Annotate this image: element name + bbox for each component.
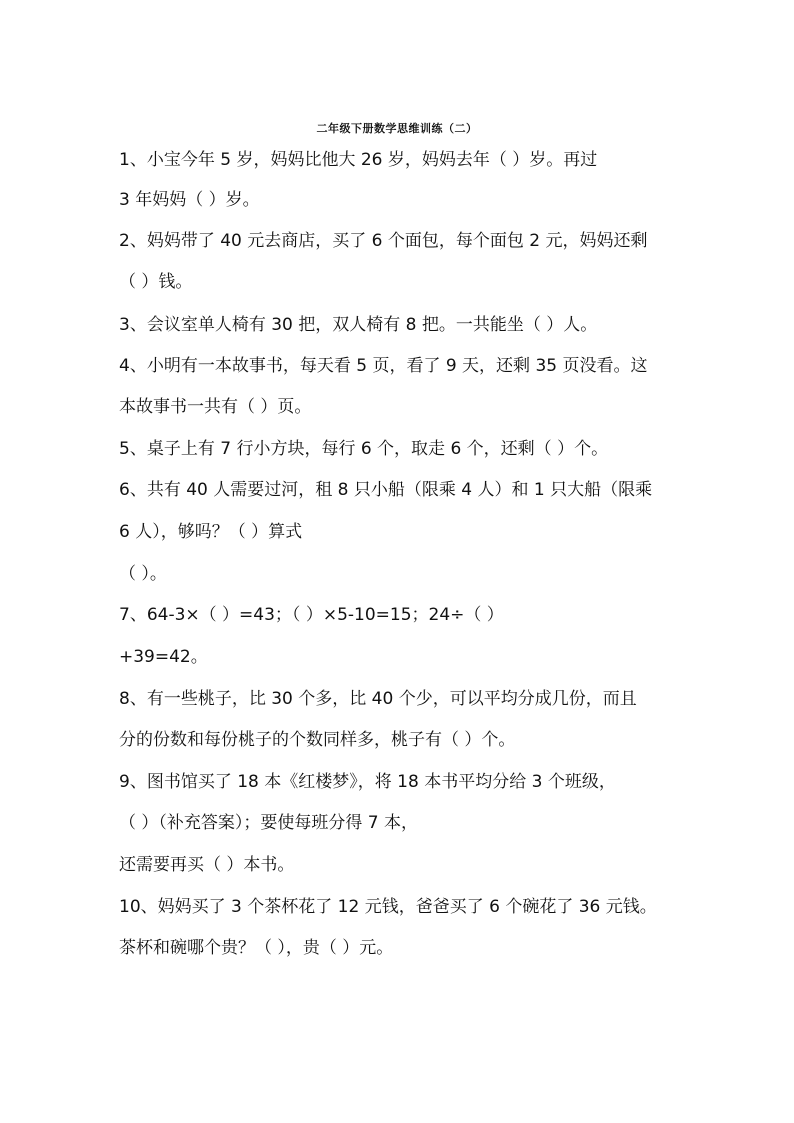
question-4-line-1: 4、小明有一本故事书，每天看 5 页，看了 9 天，还剩 35 页没看。这	[119, 356, 648, 376]
question-7-line-1: 7、64-3×（ ）=43；（ ）×5-10=15；24÷（ ）	[119, 605, 504, 625]
question-10-line-1: 10、妈妈买了 3 个茶杯花了 12 元钱，爸爸买了 6 个碗花了 36 元钱。	[119, 897, 657, 917]
question-2-line-2: （ ）钱。	[119, 272, 193, 292]
question-9-line-2: （ ）（补充答案）；要使每班分得 7 本，	[119, 813, 419, 833]
question-4-line-2: 本故事书一共有（ ）页。	[119, 397, 312, 417]
question-1-line-2: 3 年妈妈（ ）岁。	[119, 190, 260, 210]
question-6-line-2: 6 人），够吗？（ ）算式	[119, 522, 303, 542]
worksheet-title: 二年级下册数学思维训练（二）	[316, 122, 478, 135]
question-10-line-2: 茶杯和碗哪个贵？（ ），贵（ ）元。	[119, 938, 394, 958]
question-8-line-1: 8、有一些桃子，比 30 个多，比 40 个少，可以平均分成几份，而且	[119, 689, 637, 709]
question-7-line-2: +39=42。	[119, 647, 208, 667]
question-9-line-1: 9、图书馆买了 18 本《红楼梦》，将 18 本书平均分给 3 个班级，	[119, 772, 616, 792]
question-6-line-3: （ ）。	[119, 564, 167, 584]
question-6-line-1: 6、共有 40 人需要过河，租 8 只小船（限乘 4 人）和 1 只大船（限乘	[119, 480, 653, 500]
question-3-line-1: 3、会议室单人椅有 30 把，双人椅有 8 把。一共能坐（ ）人。	[119, 315, 598, 335]
question-1-line-1: 1、小宝今年 5 岁，妈妈比他大 26 岁，妈妈去年（ ）岁。再过	[119, 150, 598, 170]
question-8-line-2: 分的份数和每份桃子的个数同样多，桃子有（ ）个。	[119, 730, 516, 750]
question-2-line-1: 2、妈妈带了 40 元去商店，买了 6 个面包，每个面包 2 元，妈妈还剩	[119, 231, 648, 251]
question-9-line-3: 还需要再买（ ）本书。	[119, 855, 295, 875]
question-5-line-1: 5、桌子上有 7 行小方块，每行 6 个，取走 6 个，还剩（ ）个。	[119, 439, 609, 459]
